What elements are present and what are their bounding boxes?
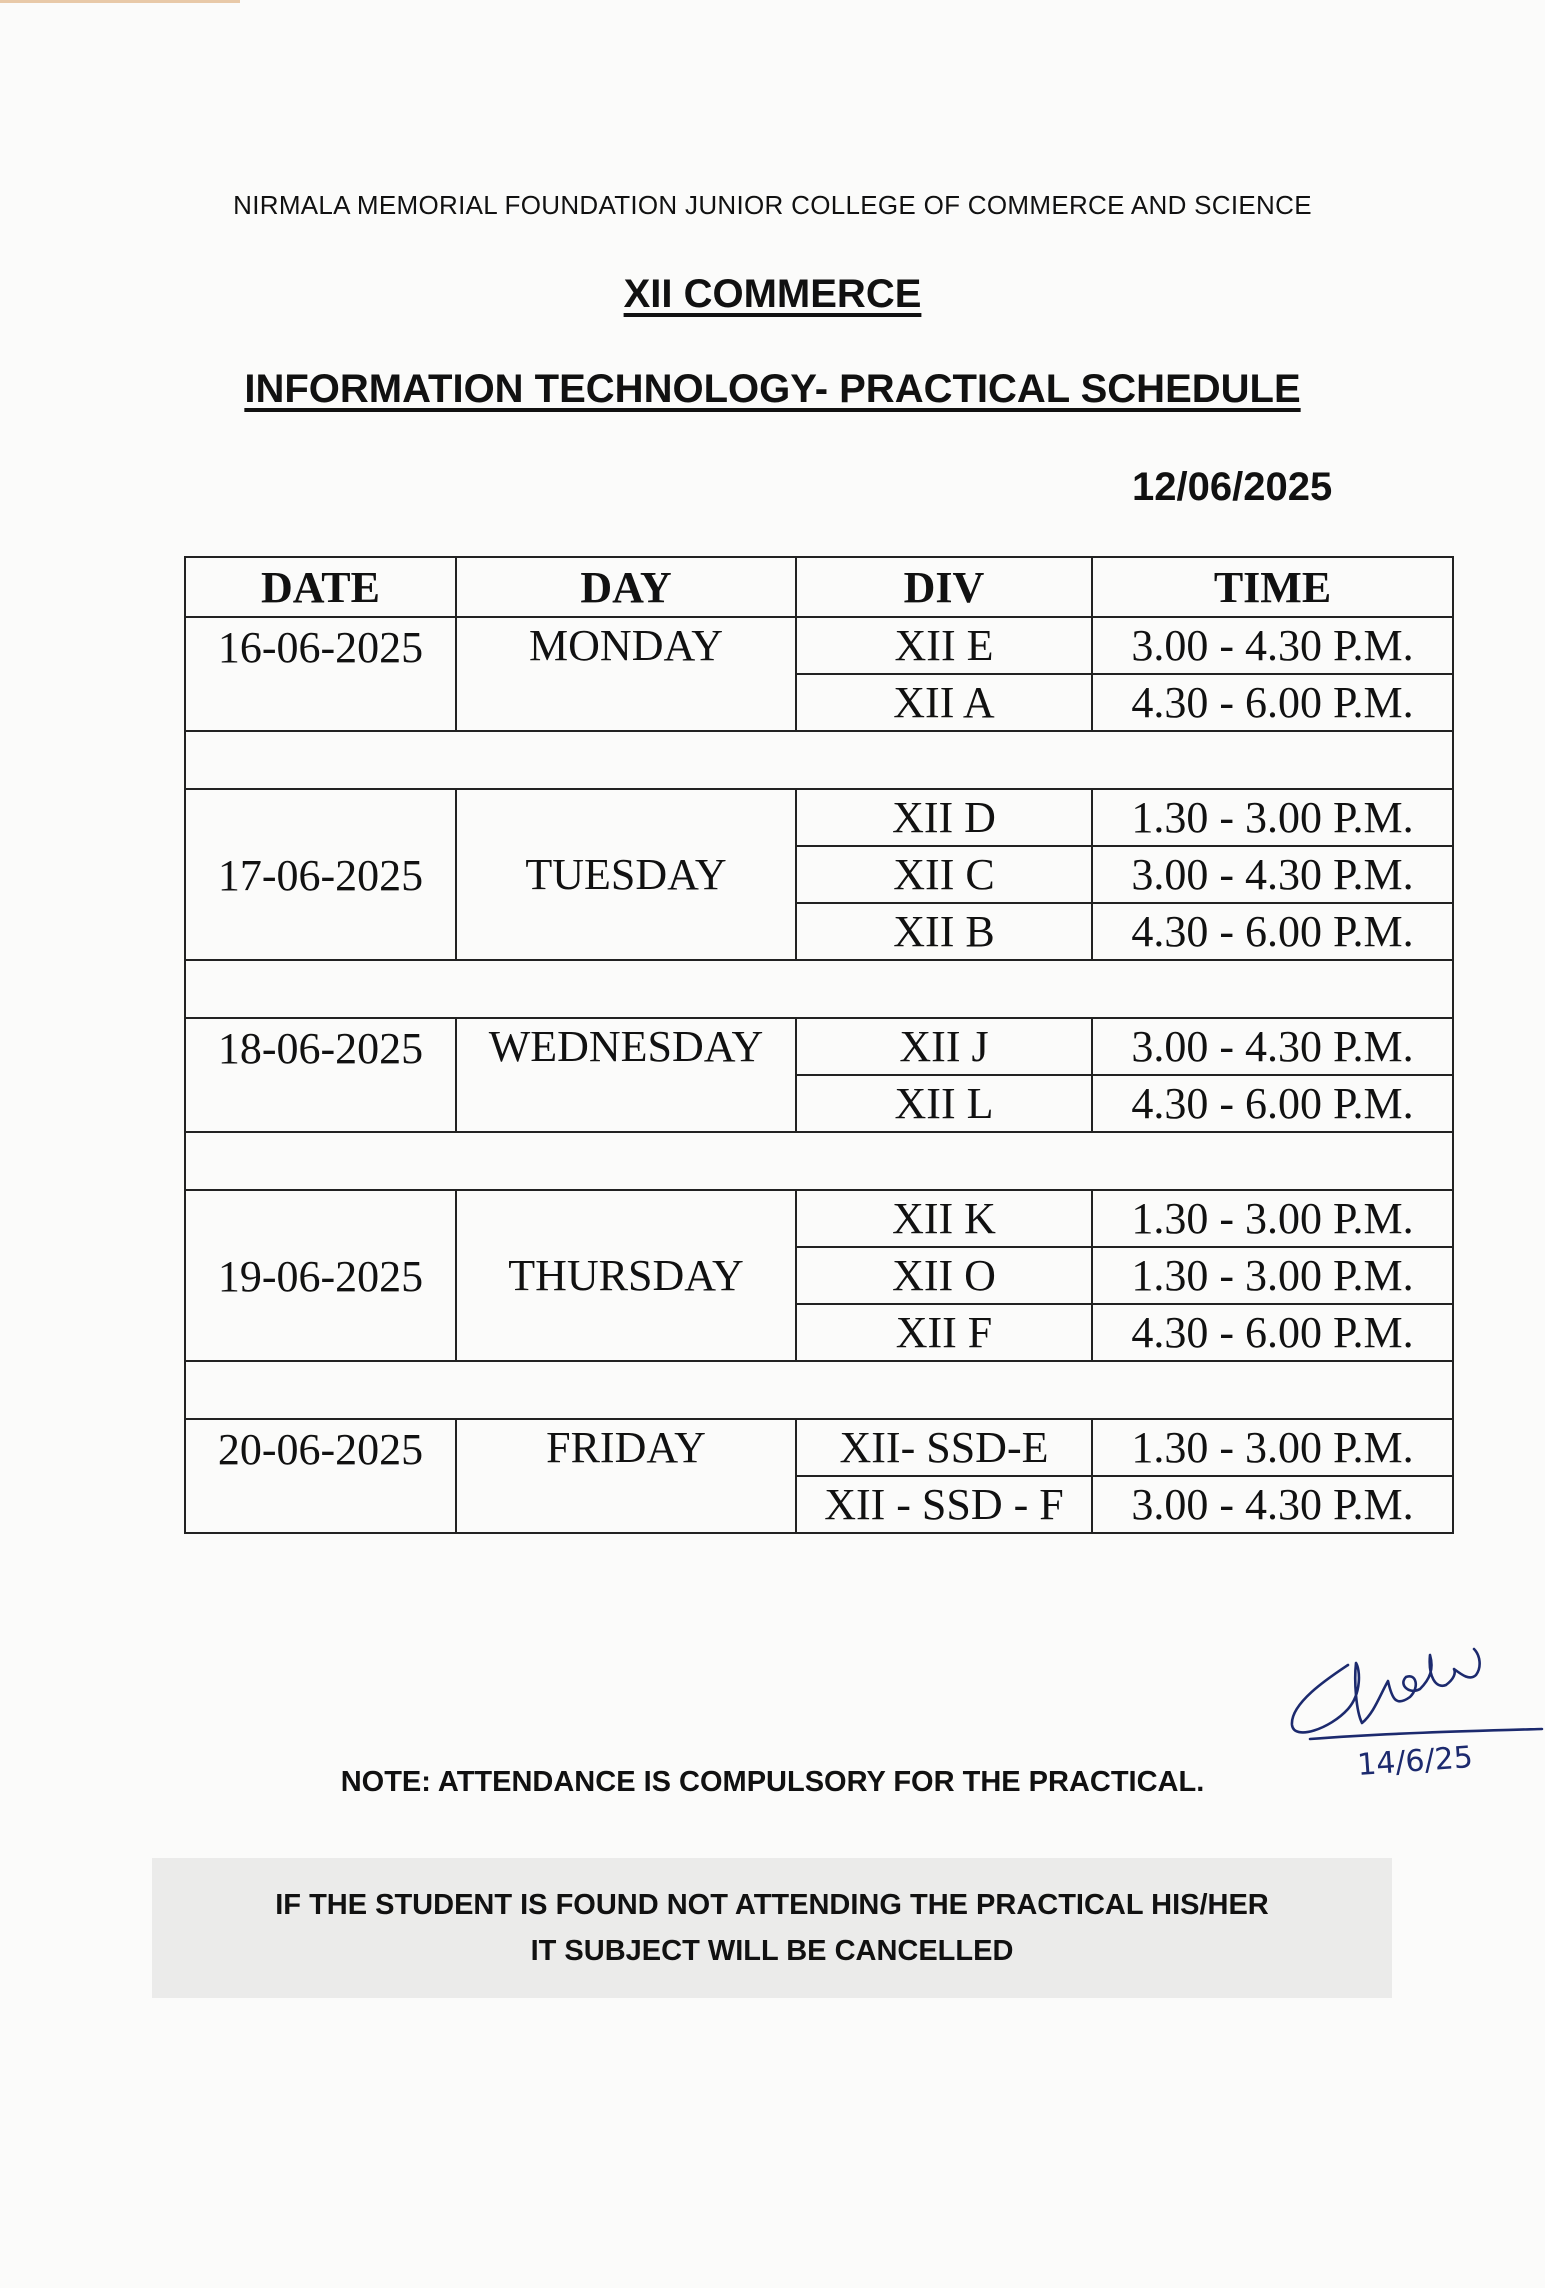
div-cell: XII L <box>796 1075 1092 1132</box>
college-name: NIRMALA MEMORIAL FOUNDATION JUNIOR COLLEGE OF COMMERCE AND SCIENCE <box>233 190 1312 220</box>
spacer-row <box>185 1361 1453 1419</box>
div-cell: XII A <box>796 674 1092 731</box>
attendance-note: NOTE: ATTENDANCE IS COMPULSORY FOR THE PRACTICAL. <box>340 1766 1205 1798</box>
class-title <box>0 272 1545 317</box>
warning-box <box>152 1858 1392 1998</box>
day-cell: WEDNESDAY <box>456 1018 796 1132</box>
time-cell: 4.30 - 6.00 P.M. <box>1092 1075 1453 1132</box>
spacer-row <box>185 731 1453 789</box>
signature-date: 14/6/25 <box>1356 1739 1474 1783</box>
time-cell: 1.30 - 3.00 P.M. <box>1092 789 1453 846</box>
table-row <box>185 1419 1453 1476</box>
spacer-cell <box>185 731 1453 789</box>
table-row <box>185 617 1453 674</box>
time-cell: 3.00 - 4.30 P.M. <box>1092 1018 1453 1075</box>
schedule-title <box>0 367 1545 412</box>
date-cell: 18-06-2025 <box>185 1018 456 1132</box>
table-row <box>185 1018 1453 1075</box>
day-cell: TUESDAY <box>456 789 796 960</box>
header-div: DIV <box>796 557 1092 617</box>
div-cell: XII F <box>796 1304 1092 1361</box>
time-cell: 1.30 - 3.00 P.M. <box>1092 1247 1453 1304</box>
date-cell: 19-06-2025 <box>185 1190 456 1361</box>
spacer-cell <box>185 1361 1453 1419</box>
day-cell: MONDAY <box>456 617 796 731</box>
spacer-cell <box>185 960 1453 1018</box>
class-title-text: XII COMMERCE <box>623 272 922 316</box>
spacer-cell <box>185 1132 1453 1190</box>
top-edge-mark <box>0 0 240 3</box>
warning-line-2: IT SUBJECT WILL BE CANCELLED <box>530 1935 1014 1967</box>
time-cell: 1.30 - 3.00 P.M. <box>1092 1419 1453 1476</box>
time-cell: 3.00 - 4.30 P.M. <box>1092 846 1453 903</box>
spacer-row <box>185 1132 1453 1190</box>
date-cell: 20-06-2025 <box>185 1419 456 1533</box>
date-cell: 17-06-2025 <box>185 789 456 960</box>
handwritten-signature <box>1270 1625 1545 1785</box>
header-day: DAY <box>456 557 796 617</box>
table-row <box>185 789 1453 846</box>
div-cell: XII C <box>796 846 1092 903</box>
time-cell: 4.30 - 6.00 P.M. <box>1092 903 1453 960</box>
time-cell: 1.30 - 3.00 P.M. <box>1092 1190 1453 1247</box>
div-cell: XII D <box>796 789 1092 846</box>
div-cell: XII- SSD-E <box>796 1419 1092 1476</box>
header-row <box>185 557 1453 617</box>
schedule-table <box>184 556 1454 1534</box>
time-cell: 3.00 - 4.30 P.M. <box>1092 617 1453 674</box>
time-cell: 4.30 - 6.00 P.M. <box>1092 674 1453 731</box>
div-cell: XII J <box>796 1018 1092 1075</box>
header-date: DATE <box>185 557 456 617</box>
spacer-row <box>185 960 1453 1018</box>
header-time: TIME <box>1092 557 1453 617</box>
table-row <box>185 1190 1453 1247</box>
div-cell: XII - SSD - F <box>796 1476 1092 1533</box>
document-date: 12/06/2025 <box>1132 465 1333 509</box>
div-cell: XII K <box>796 1190 1092 1247</box>
div-cell: XII O <box>796 1247 1092 1304</box>
time-cell: 3.00 - 4.30 P.M. <box>1092 1476 1453 1533</box>
schedule-title-text: INFORMATION TECHNOLOGY- PRACTICAL SCHEDULE <box>244 367 1301 411</box>
day-cell: THURSDAY <box>456 1190 796 1361</box>
warning-line-1: IF THE STUDENT IS FOUND NOT ATTENDING THE PRACTICAL HIS/HER <box>275 1889 1269 1921</box>
time-cell: 4.30 - 6.00 P.M. <box>1092 1304 1453 1361</box>
day-cell: FRIDAY <box>456 1419 796 1533</box>
div-cell: XII E <box>796 617 1092 674</box>
div-cell: XII B <box>796 903 1092 960</box>
date-cell: 16-06-2025 <box>185 617 456 731</box>
